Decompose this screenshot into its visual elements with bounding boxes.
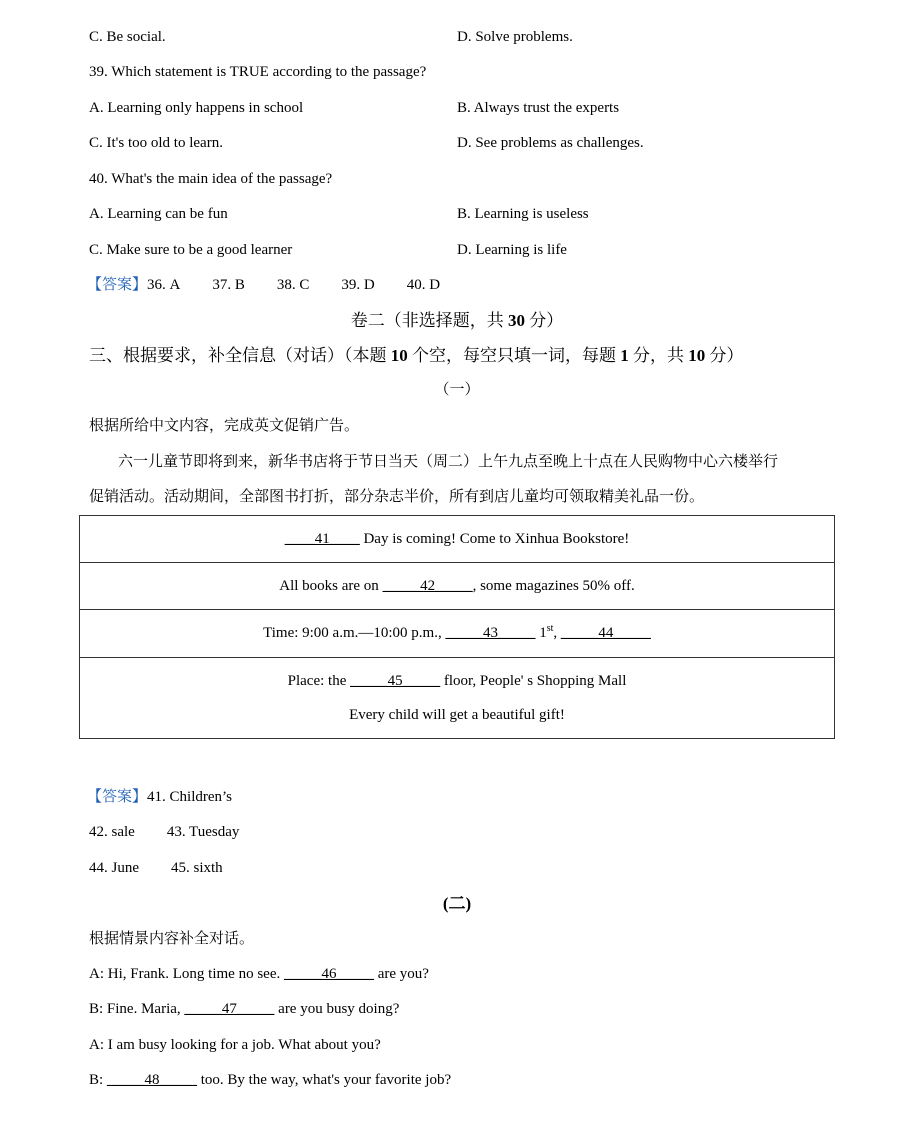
- ad-row2-pre: All books are on: [279, 577, 383, 594]
- sub1-instruction: 根据所给中文内容，完成英文促销广告。: [89, 418, 360, 434]
- section3-points-total: 10: [688, 346, 706, 365]
- dialog-line-2: [89, 998, 399, 1020]
- sub1-passage-line1: 六一儿童节即将到来，新华书店将于节日当天（周二）上午九点至晚上十点在人民购物中心六楼举行: [118, 454, 779, 470]
- q40-option-a: A. Learning can be fun: [89, 206, 228, 222]
- ad-row4-pre: Place: the: [287, 673, 351, 689]
- dialog-line4-pre: B:: [89, 1072, 107, 1088]
- section3-text-4: 分）: [705, 346, 744, 365]
- ad-row4-line1: [80, 664, 834, 698]
- part2-title-prefix: 卷二（非选择题，共: [350, 311, 508, 330]
- answer-tag-2: 【答案】: [87, 789, 148, 805]
- sub2-label: (二): [442, 894, 472, 913]
- q40-option-d: D. Learning is life: [457, 242, 567, 258]
- answer-39: 39. D: [341, 277, 375, 293]
- blank-44: _____44_____: [560, 625, 651, 641]
- dialog-line4-post: too. By the way, what's your favorite job?: [196, 1072, 452, 1088]
- ad-row2-post: , some magazines 50% off.: [472, 577, 635, 594]
- section3-text-1: 三、根据要求，补全信息（对话）（本题: [89, 346, 391, 365]
- dialog-line1-pre: A: Hi, Frank. Long time no see.: [89, 966, 284, 982]
- ad-row1-text: Day is coming! Come to Xinhua Bookstore!: [359, 530, 630, 547]
- answer-tag: 【答案】: [87, 277, 148, 293]
- q39-option-b: B. Always trust the experts: [457, 100, 620, 116]
- answer-45: 45. sixth: [171, 860, 223, 876]
- dialog-line-3: A: I am busy looking for a job. What about you?: [89, 1037, 381, 1053]
- answer-line-42-43: [89, 821, 239, 843]
- ad-row3-date: 1: [535, 625, 547, 641]
- ad-row-3: [80, 610, 835, 658]
- sub1-label: （一）: [434, 382, 480, 398]
- answer-36: 36. A: [147, 277, 181, 293]
- dialog-line1-post: are you?: [373, 966, 429, 982]
- section3-count: 10: [390, 346, 408, 365]
- dialog-line-1: [89, 963, 429, 985]
- q40-question: 40. What's the main idea of the passage?: [89, 171, 333, 187]
- blank-42: _____42_____: [382, 577, 473, 594]
- q38-option-d: D. Solve problems.: [457, 29, 573, 45]
- answer-44: 44. June: [89, 860, 139, 876]
- section3-heading: [89, 344, 744, 368]
- sub1-passage-line2: 促销活动。活动期间，全部图书打折，部分杂志半价，所有到店儿童均可领取精美礼品一份。: [89, 489, 705, 505]
- q39-option-d: D. See problems as challenges.: [457, 135, 644, 151]
- part2-title: [0, 309, 900, 333]
- dialog-line-4: [89, 1069, 451, 1091]
- ad-row3-sup: st: [546, 623, 554, 634]
- answer-41: 41. Children’s: [147, 789, 233, 805]
- q39-option-a: A. Learning only happens in school: [89, 100, 304, 116]
- dialog-line2-pre: B: Fine. Maria,: [89, 1001, 185, 1017]
- sub2-instruction: 根据情景内容补全对话。: [89, 931, 255, 947]
- answer-line-41: [87, 786, 232, 808]
- part2-title-score: 30: [508, 311, 525, 330]
- answer-38: 38. C: [276, 277, 310, 293]
- ad-row-2: [80, 563, 835, 610]
- q40-option-b: B. Learning is useless: [457, 206, 589, 222]
- q39-option-c: C. It's too old to learn.: [89, 135, 223, 151]
- blank-45: _____45_____: [350, 673, 441, 689]
- part2-title-suffix: 分）: [525, 311, 564, 330]
- ad-row4-line2: Every child will get a beautiful gift!: [349, 707, 565, 723]
- ad-row4-post: floor, People' s Shopping Mall: [440, 673, 627, 689]
- section3-points-each: 1: [620, 346, 629, 365]
- answer-line-44-45: [89, 857, 223, 879]
- section3-text-2: 个空，每空只填一词，每题: [407, 346, 621, 365]
- ad-row-1: [80, 516, 835, 563]
- ad-row-4: [80, 658, 835, 739]
- blank-48: _____48_____: [106, 1072, 197, 1088]
- answer-37: 37. B: [212, 277, 245, 293]
- blank-43: _____43_____: [445, 625, 536, 641]
- answer-43: 43. Tuesday: [166, 824, 240, 840]
- promo-ad-table: [79, 515, 835, 739]
- dialog-line2-post: are you busy doing?: [274, 1001, 400, 1017]
- ad-row3-comma: ,: [553, 625, 561, 641]
- blank-47: _____47_____: [184, 1001, 275, 1017]
- answer-42: 42. sale: [89, 824, 135, 840]
- q39-question: 39. Which statement is TRUE according to the passage?: [89, 64, 427, 80]
- answer-40: 40. D: [406, 277, 441, 293]
- q40-option-c: C. Make sure to be a good learner: [89, 242, 293, 258]
- ad-row3-pre: Time: 9:00 a.m.—10:00 p.m.,: [263, 625, 446, 641]
- blank-41: ____41____: [284, 530, 360, 547]
- q38-option-c: C. Be social.: [89, 29, 166, 45]
- blank-46: _____46_____: [283, 966, 374, 982]
- answer-line-36-40: [87, 274, 440, 296]
- section3-text-3: 分，共: [628, 346, 689, 365]
